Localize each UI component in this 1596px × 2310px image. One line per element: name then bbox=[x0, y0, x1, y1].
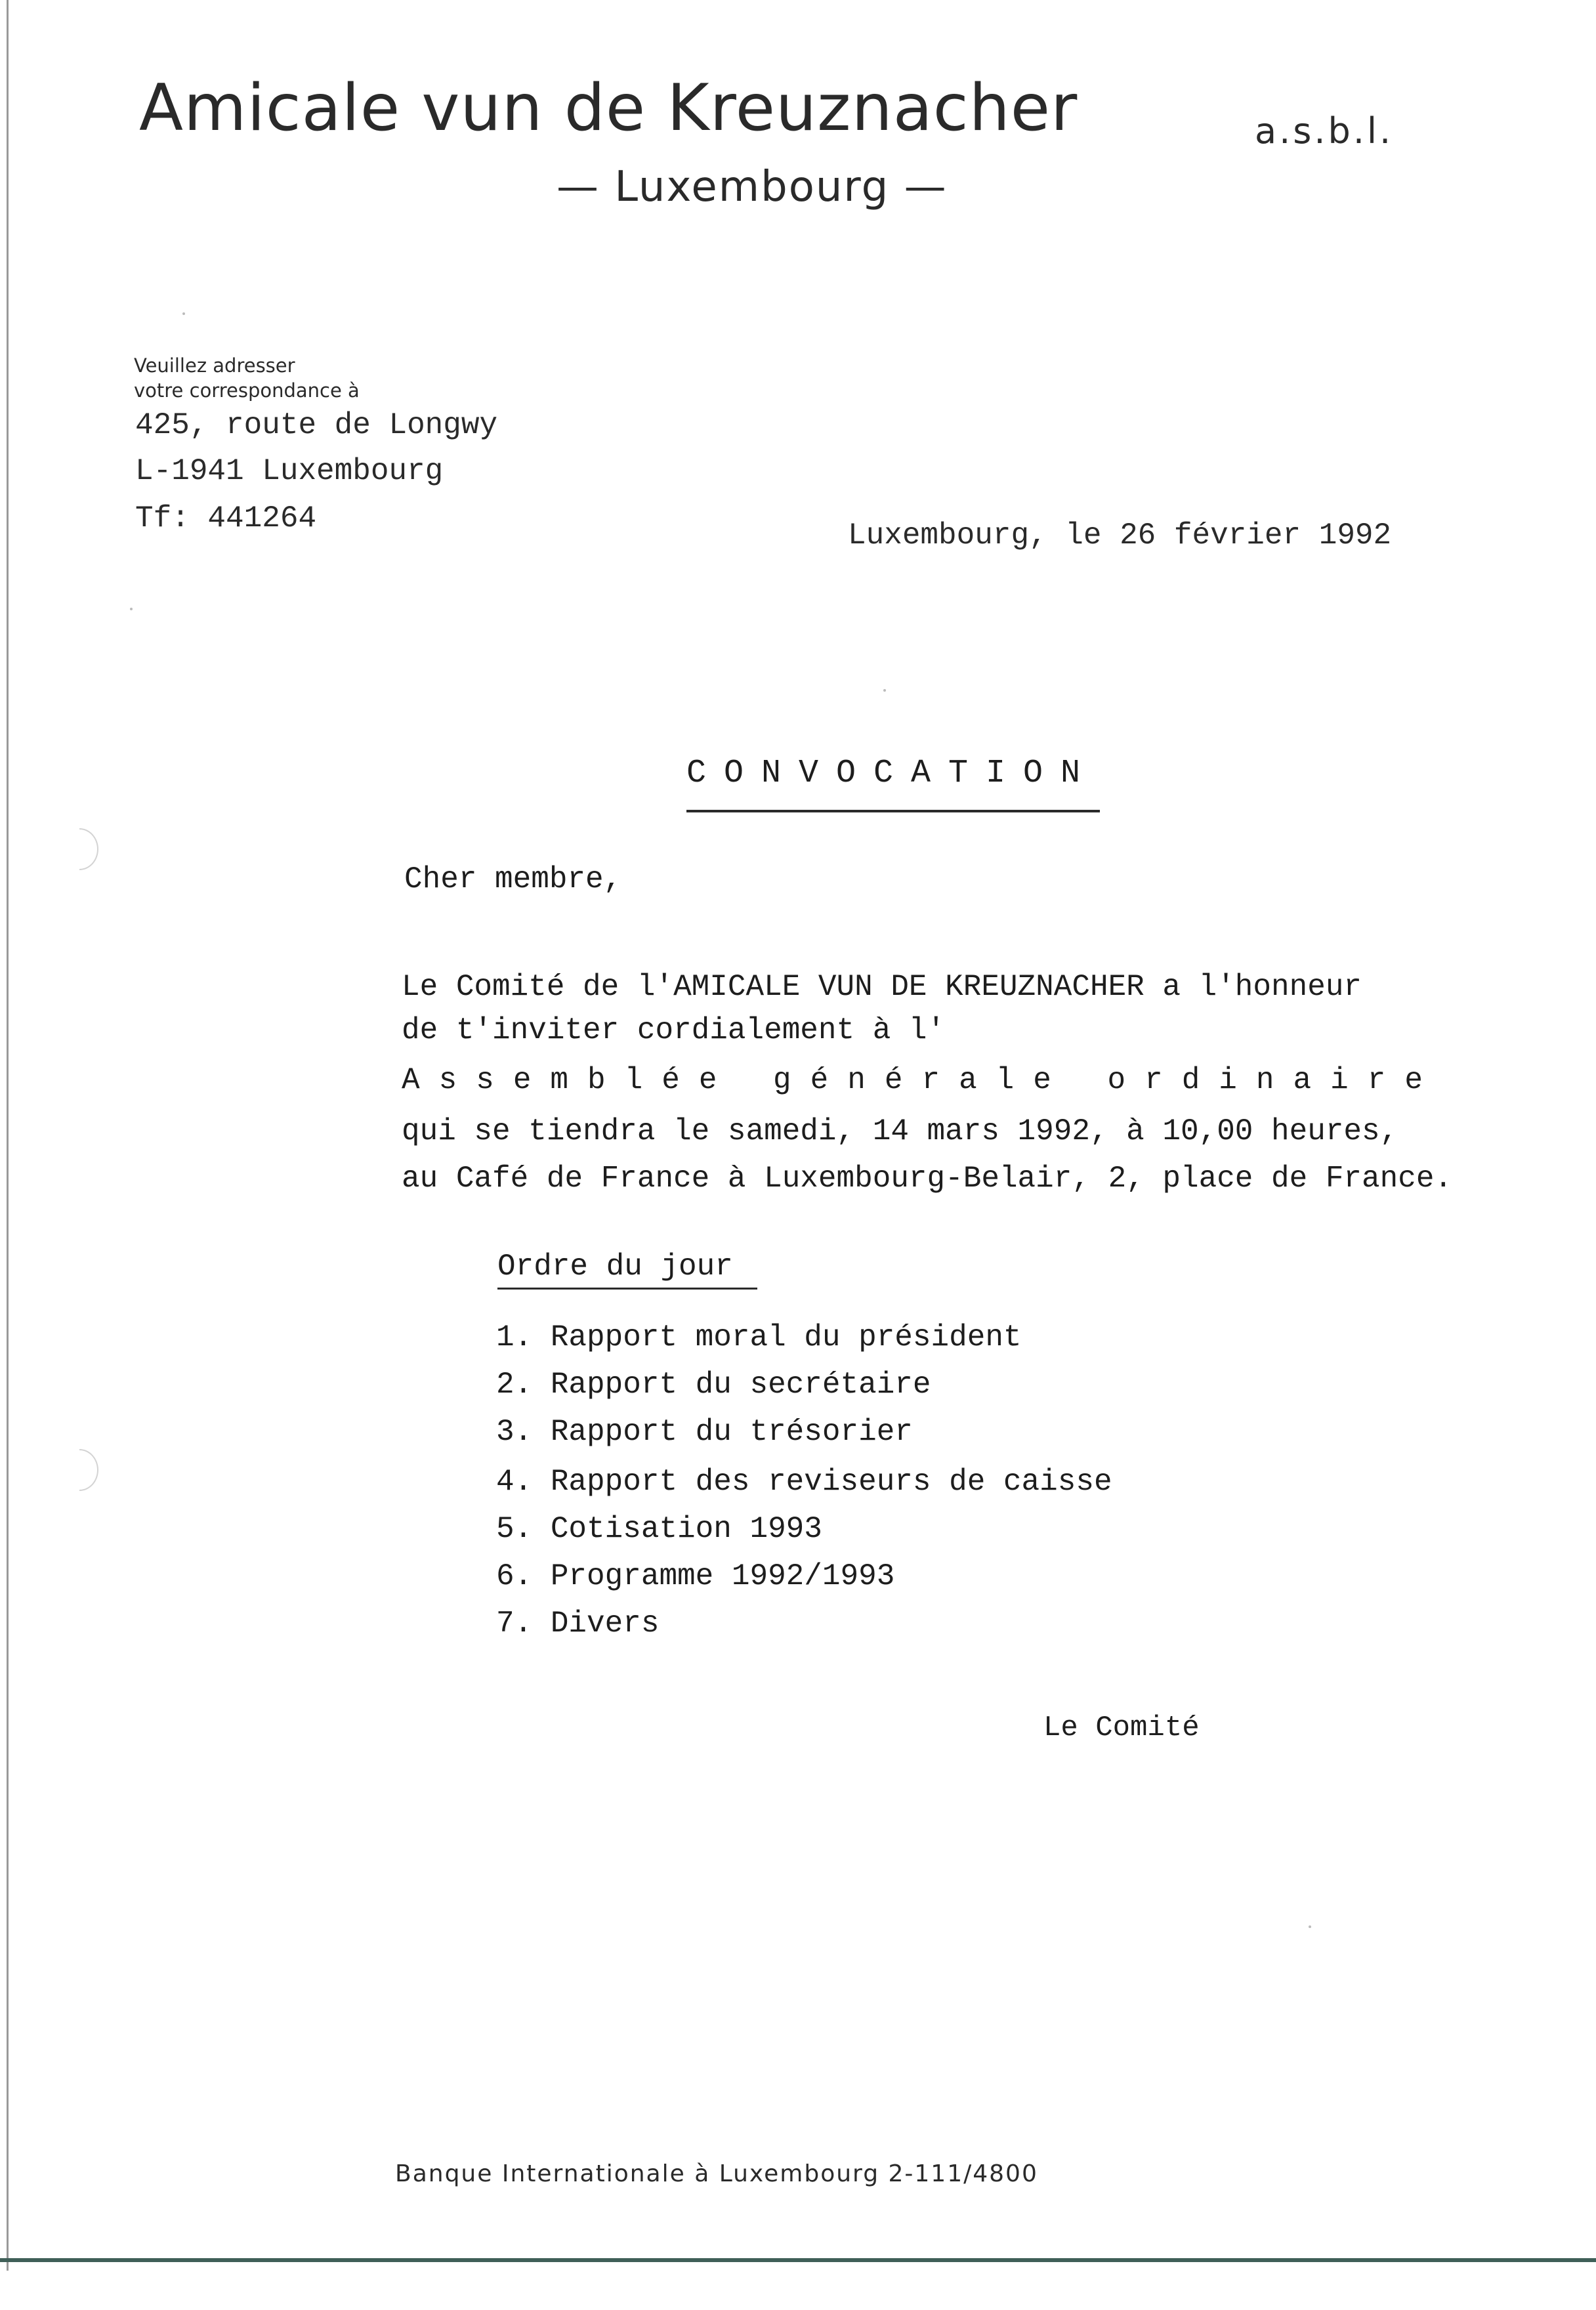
address-street: 425, route de Longwy bbox=[135, 408, 498, 442]
punch-hole-mark bbox=[60, 1449, 98, 1491]
address-postal-city: L-1941 Luxembourg bbox=[135, 454, 444, 488]
paper-speck bbox=[182, 312, 185, 315]
title-underline bbox=[686, 810, 1100, 812]
footer-bank-details: Banque Internationale à Luxembourg 2-111/4800 bbox=[395, 2160, 1038, 2187]
agenda-item: 3. Rapport du trésorier bbox=[496, 1415, 913, 1449]
organization-legal-form: a.s.b.l. bbox=[1255, 110, 1394, 152]
agenda-item: 1. Rapport moral du président bbox=[496, 1320, 1022, 1354]
letter-date: Luxembourg, le 26 février 1992 bbox=[848, 518, 1392, 553]
agenda-item: 2. Rapport du secrétaire bbox=[496, 1368, 931, 1402]
agenda-item: 4. Rapport des reviseurs de caisse bbox=[496, 1465, 1112, 1499]
letter-title: CONVOCATION bbox=[686, 755, 1099, 792]
agenda-underline bbox=[497, 1288, 757, 1290]
body-line-assembly: Assemblée générale ordinaire bbox=[402, 1063, 1442, 1097]
organization-name: Amicale vun de Kreuznacher bbox=[139, 71, 1078, 146]
body-line: de t'inviter cordialement à l' bbox=[402, 1013, 946, 1047]
agenda-item: 6. Programme 1992/1993 bbox=[496, 1559, 895, 1593]
address-note: Veuillez adresser votre correspondance à bbox=[134, 354, 360, 402]
body-line: Le Comité de l'AMICALE VUN DE KREUZNACHER a l'honneur bbox=[402, 970, 1362, 1004]
punch-hole-mark bbox=[60, 828, 98, 870]
paper-speck bbox=[130, 608, 133, 610]
address-phone: Tf: 441264 bbox=[135, 501, 317, 536]
body-line: qui se tiendra le samedi, 14 mars 1992, à 10,00 heures, bbox=[402, 1114, 1398, 1148]
body-line: au Café de France à Luxembourg-Belair, 2, place de France. bbox=[402, 1162, 1453, 1196]
paper-speck bbox=[883, 689, 886, 692]
page-left-edge bbox=[7, 0, 9, 2271]
footer-rule bbox=[0, 2258, 1596, 2262]
agenda-title: Ordre du jour bbox=[497, 1250, 733, 1284]
agenda-item: 7. Divers bbox=[496, 1606, 660, 1641]
paper-speck bbox=[1309, 1925, 1311, 1928]
salutation: Cher membre, bbox=[404, 862, 622, 896]
agenda-item: 5. Cotisation 1993 bbox=[496, 1512, 822, 1546]
organization-city: — Luxembourg — bbox=[556, 163, 948, 211]
signature: Le Comité bbox=[1043, 1712, 1200, 1744]
